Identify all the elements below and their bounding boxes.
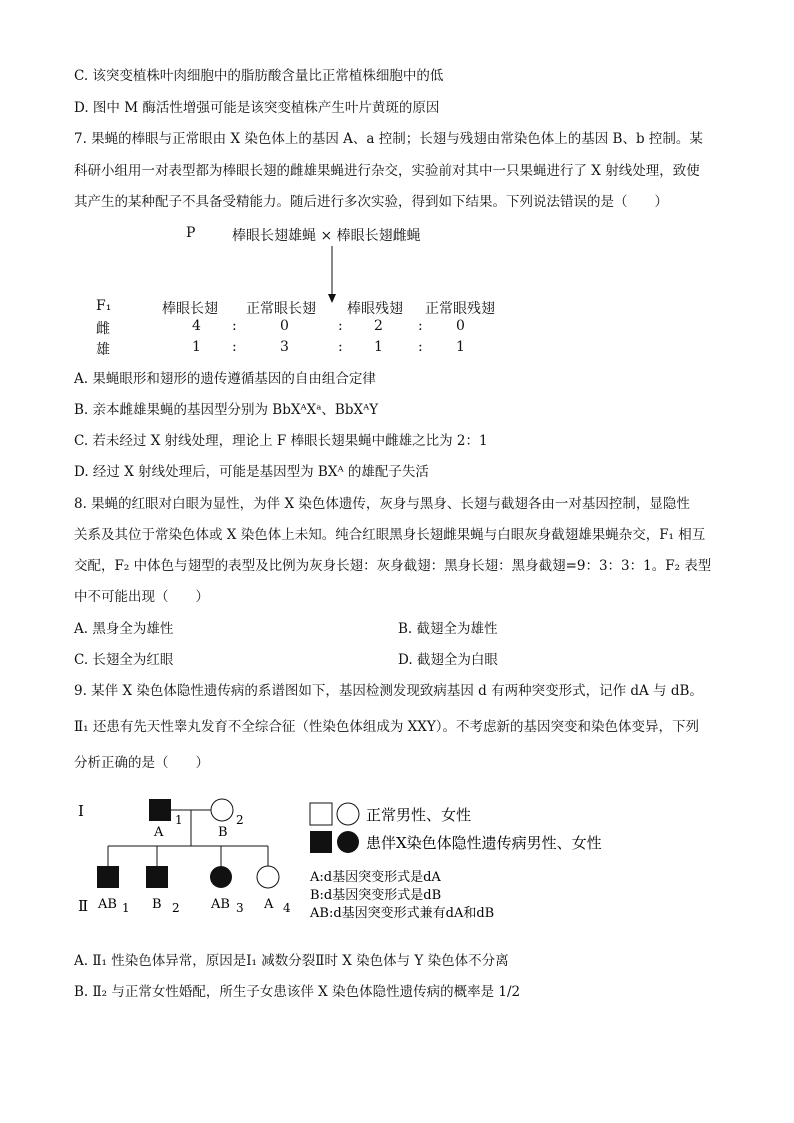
ii1-genotype: AB <box>98 897 117 912</box>
ii4-number: 4 <box>283 901 291 915</box>
ii2-affected-male <box>146 866 168 888</box>
f1-header-4: 正常眼残翅 <box>425 301 495 317</box>
q8-stem-line-3: 交配，F₂ 中体色与翅型的表型及比例为灰身长翅：灰身截翅：黑身长翅：黑身截翅=9：3：3：1。F₂ 表型 <box>74 558 712 574</box>
generation-i-label: Ⅰ <box>78 802 84 820</box>
f1-row-female-label: 雌 <box>96 321 110 337</box>
q7-stem-line-1: 7. 果蝇的棒眼与正常眼由 X 染色体上的基因 A、a 控制；长翅与残翅由常染色体上的基因 B、b 控制。某 <box>74 131 703 147</box>
q9-option-a: A. Ⅱ₁ 性染色体异常，原因是Ⅰ₁ 减数分裂Ⅱ时 X 染色体与 Y 染色体不分离 <box>74 953 509 969</box>
q7-option-b: B. 亲本雌雄果蝇的基因型分别为 BbXᴬXᵃ、BbXᴬY <box>74 402 379 418</box>
q9-stem-line-2: Ⅱ₁ 还患有先天性睾丸发育不全综合征（性染色体组成为 XXY）。不考虑新的基因突变和染色体变异，下列 <box>74 719 700 735</box>
q9-option-b: B. Ⅱ₂ 与正常女性婚配，所生子女患该伴 X 染色体隐性遗传病的概率是 1/2 <box>74 984 521 1000</box>
q9-stem-line-3: 分析正确的是（ ） <box>74 755 209 771</box>
legend-affected-male-icon <box>310 831 332 853</box>
key-ab: AB:d基因突变形式兼有dA和dB <box>310 906 495 921</box>
f1-sep: : <box>418 318 423 334</box>
cross-p-label: P <box>186 225 196 241</box>
legend-affected-label: 患伴X染色体隐性遗传病男性、女性 <box>366 834 602 852</box>
ii3-genotype: AB <box>211 897 230 912</box>
f1-sep: : <box>338 339 343 355</box>
ii2-genotype: B <box>152 897 162 912</box>
q9-stem-line-1: 9. 某伴 X 染色体隐性遗传病的系谱图如下，基因检测发现致病基因 d 有两种突变形式，记作 dA 与 dB。 <box>74 683 703 699</box>
f1-sep: : <box>232 318 237 334</box>
cross-parents: 棒眼长翅雄蝇 × 棒眼长翅雌蝇 <box>232 228 421 244</box>
f1-female-val-3: 2 <box>374 318 383 334</box>
q8-option-a: A. 黑身全为雄性 <box>74 621 174 637</box>
pedigree-chart <box>0 780 794 940</box>
i2-genotype: B <box>218 825 228 840</box>
q8-stem-line-1: 8. 果蝇的红眼对白眼为显性，为伴 X 染色体遗传，灰身与黑身、长翅与截翅各由一对基因控制，显隐性 <box>74 496 690 512</box>
f1-male-val-4: 1 <box>456 339 465 355</box>
i2-number: 2 <box>236 813 244 827</box>
cross-arrow <box>326 246 338 304</box>
ii1-number: 1 <box>122 901 130 915</box>
f1-male-val-1: 1 <box>192 339 201 355</box>
generation-ii-label: Ⅱ <box>78 897 89 915</box>
q8-option-d: D. 截翅全为白眼 <box>398 652 498 668</box>
legend-normal-male-icon <box>310 803 332 825</box>
q7-option-c: C. 若未经过 X 射线处理，理论上 F 棒眼长翅果蝇中雌雄之比为 2：1 <box>74 433 488 449</box>
f1-male-val-3: 1 <box>374 339 383 355</box>
key-a: A:d基因突变形式是dA <box>310 870 441 885</box>
q8-stem-line-4: 中不可能出现（ ） <box>74 589 209 605</box>
f1-sep: : <box>232 339 237 355</box>
ii2-number: 2 <box>172 901 180 915</box>
legend-normal-label: 正常男性、女性 <box>366 806 472 824</box>
ii4-genotype: A <box>264 897 274 912</box>
f1-row-male-label: 雄 <box>96 342 110 358</box>
ii3-number: 3 <box>236 901 244 915</box>
legend-normal-female-icon <box>337 803 359 825</box>
f1-male-val-2: 3 <box>280 339 289 355</box>
f1-female-val-1: 4 <box>192 318 201 334</box>
i2-normal-female <box>211 799 233 821</box>
q6-option-c: C. 该突变植株叶肉细胞中的脂肪酸含量比正常植株细胞中的低 <box>74 68 444 84</box>
legend-affected-female-icon <box>337 831 359 853</box>
f1-header-3: 棒眼残翅 <box>347 301 403 317</box>
f1-label: F₁ <box>96 298 112 314</box>
ii3-affected-female <box>210 866 232 888</box>
key-b: B:d基因突变形式是dB <box>310 888 442 903</box>
f1-sep: : <box>338 318 343 334</box>
ii4-normal-female <box>257 866 279 888</box>
i1-affected-male <box>149 799 171 821</box>
f1-female-val-4: 0 <box>456 318 465 334</box>
q7-stem-line-3: 其产生的某种配子不具备受精能力。随后进行多次实验，得到如下结果。下列说法错误的是（ ） <box>74 194 668 210</box>
q8-option-b: B. 截翅全为雄性 <box>398 621 498 637</box>
i1-genotype: A <box>154 825 164 840</box>
i1-number: 1 <box>175 813 183 827</box>
f1-header-1: 棒眼长翅 <box>162 301 218 317</box>
q7-option-a: A. 果蝇眼形和翅形的遗传遵循基因的自由组合定律 <box>74 371 376 387</box>
ii1-affected-male <box>97 866 119 888</box>
f1-header-2: 正常眼长翅 <box>246 301 316 317</box>
q7-option-d: D. 经过 X 射线处理后，可能是基因型为 BXᴬ 的雄配子失活 <box>74 464 429 480</box>
q8-stem-line-2: 关系及其位于常染色体或 X 染色体上未知。纯合红眼黑身长翅雌果蝇与白眼灰身截翅雄果蝇杂交，F₁ 相互 <box>74 527 706 543</box>
q8-option-c: C. 长翅全为红眼 <box>74 652 174 668</box>
f1-female-val-2: 0 <box>280 318 289 334</box>
q6-option-d: D. 图中 M 酶活性增强可能是该突变植株产生叶片黄斑的原因 <box>74 100 440 116</box>
f1-sep: : <box>418 339 423 355</box>
q7-stem-line-2: 科研小组用一对表型都为棒眼长翅的雌雄果蝇进行杂交，实验前对其中一只果蝇进行了 X 射线处理，致使 <box>74 163 700 179</box>
